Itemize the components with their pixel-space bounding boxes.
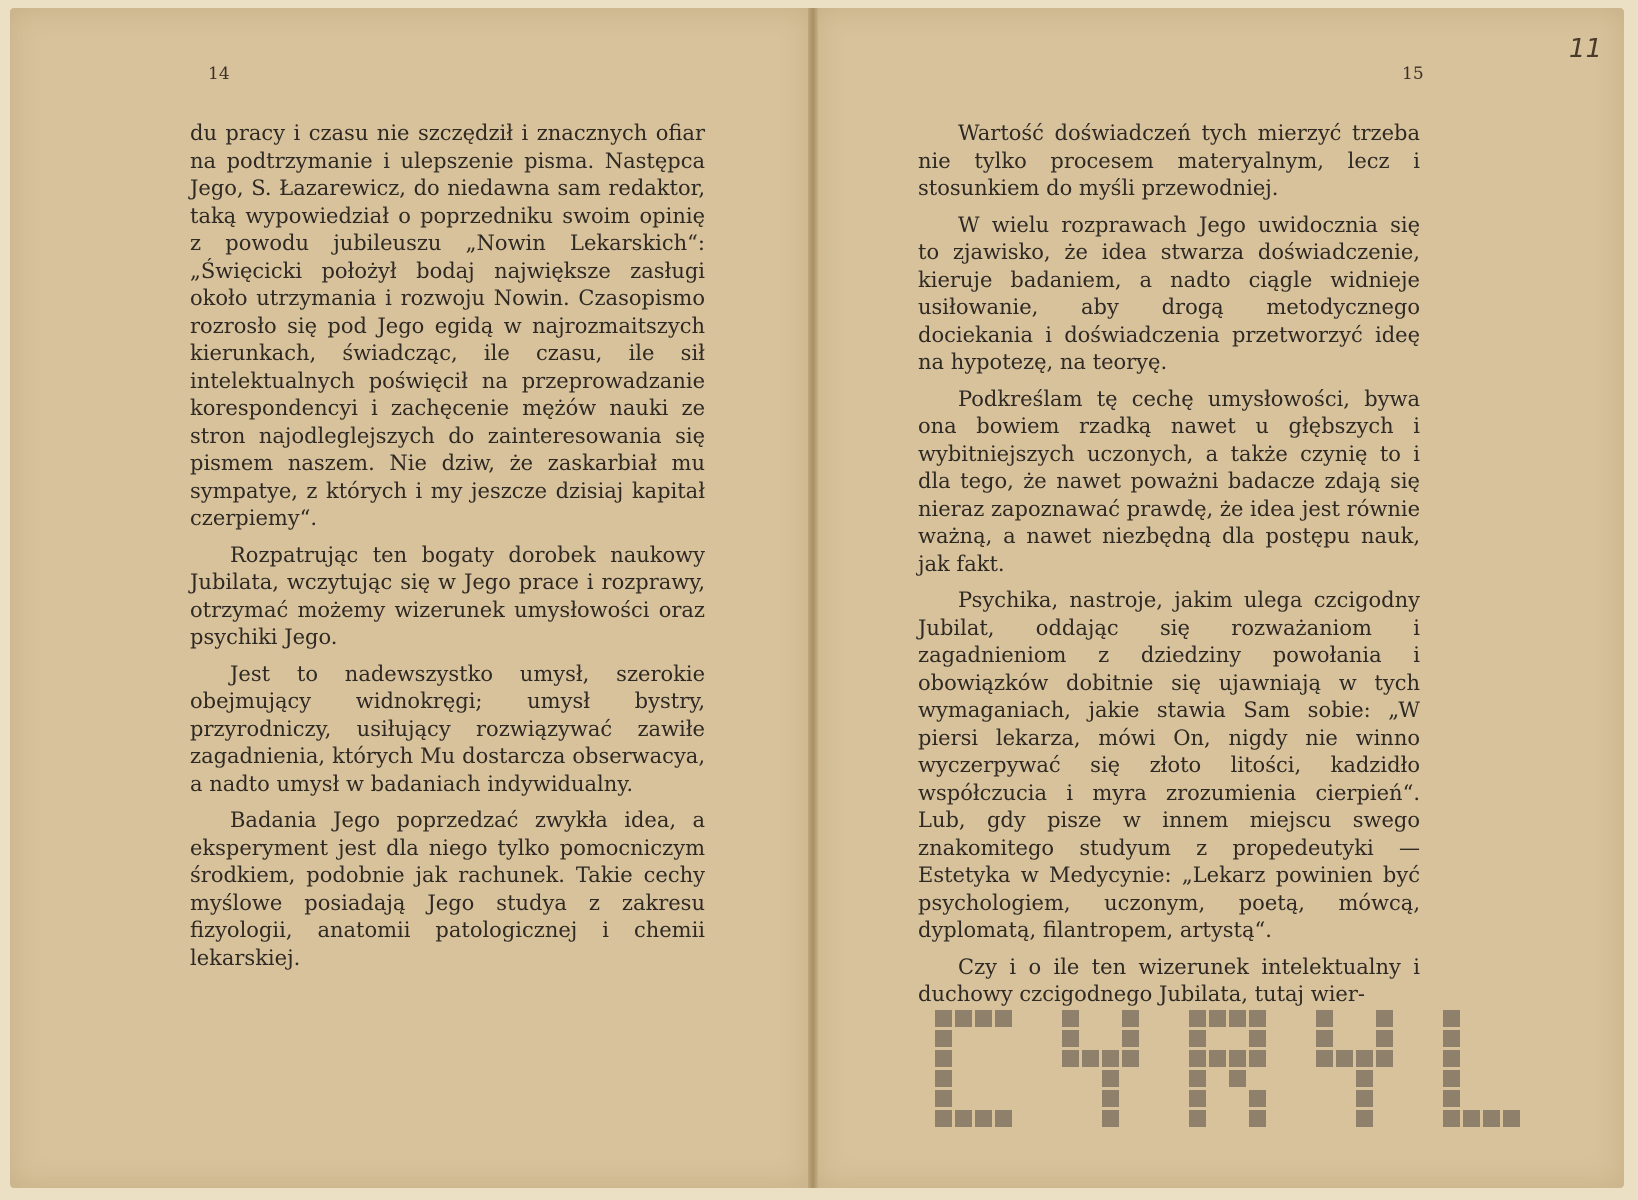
logo-pixel: [975, 1010, 992, 1027]
logo-pixel: [1062, 1050, 1079, 1067]
logo-pixel: [935, 1070, 952, 1087]
logo-pixel: [1483, 1110, 1500, 1127]
logo-pixel: [1356, 1070, 1373, 1087]
paragraph: Jest to nadewszystko umysł, szerokie obejmujący widnokręgi; umysł bystry, przyrodniczy, usiłujący rozwiązywać zawiłe zagadnienia, których Mu dostarcza obserwacya, a nadto umysł w badaniach indywidualny.: [190, 661, 705, 796]
paragraph: Psychika, nastroje, jakim ulega czcigodny Jubilat, oddając się rozważaniom i zagadnieniom z dziedziny powołania i obowiązków dobitnie się ujawniają w tych wymaganiach, jakie stawia Sam sobie: „W piersi lekarza, mówi On, nigdy nie winno wyczerpywać się złoto litości, kadzidło współczucia i myra zrozumienia cierpień“. Lub, gdy pisze w innem miejscu swego znakomitego studyum z propedeutyki — Estetyka w Medycynie: „Lekarz powinien być psychologiem, uczonym, poetą, mówcą, dyplomatą, filantropem, artystą“.: [918, 588, 1420, 942]
logo-pixel: [1189, 1070, 1206, 1087]
logo-pixel: [1229, 1010, 1246, 1027]
logo-pixel: [1316, 1050, 1333, 1067]
logo-pixel: [955, 1110, 972, 1127]
book-gutter: [808, 8, 818, 1188]
logo-pixel: [1122, 1050, 1139, 1067]
logo-pixel: [1062, 1010, 1079, 1027]
logo-pixel: [1189, 1030, 1206, 1047]
logo-pixel: [1443, 1070, 1460, 1087]
logo-pixel: [1443, 1050, 1460, 1067]
left-page-number: 14: [208, 64, 230, 84]
logo-pixel: [935, 1050, 952, 1067]
logo-pixel: [1102, 1090, 1119, 1107]
logo-pixel: [1122, 1010, 1139, 1027]
logo-pixel: [935, 1010, 952, 1027]
logo-pixel: [995, 1110, 1012, 1127]
logo-pixel: [1443, 1010, 1460, 1027]
logo-pixel: [1122, 1030, 1139, 1047]
logo-pixel: [1189, 1010, 1206, 1027]
logo-pixel: [1249, 1030, 1266, 1047]
logo-pixel: [1229, 1070, 1246, 1087]
logo-pixel: [1443, 1110, 1460, 1127]
logo-pixel: [935, 1110, 952, 1127]
logo-pixel: [1356, 1110, 1373, 1127]
logo-pixel: [1336, 1050, 1353, 1067]
logo-pixel: [1249, 1110, 1266, 1127]
logo-pixel: [1316, 1010, 1333, 1027]
paragraph: Podkreślam tę cechę umysłowości, bywa ona bowiem rzadką nawet u głębszych i wybitniejszych uczonych, a także czynię to i dla tego, że nawet poważni badacze zdają się nieraz zapoznawać prawdę, że idea jest równie ważną, a nawet niezbędną dla postępu nauk, jak fakt.: [918, 386, 1420, 576]
logo-pixel: [935, 1030, 952, 1047]
logo-pixel: [1209, 1010, 1226, 1027]
paragraph: Wartość doświadczeń tych mierzyć trzeba nie tylko procesem materyalnym, lecz i stosunkiem do myśli przewodniej.: [918, 121, 1420, 200]
logo-pixel: [1249, 1050, 1266, 1067]
logo-pixel: [1189, 1050, 1206, 1067]
logo-pixel: [1189, 1110, 1206, 1127]
right-page-text: [918, 120, 1420, 1018]
logo-pixel: [1443, 1090, 1460, 1107]
logo-pixel: [1463, 1110, 1480, 1127]
paragraph: Czy i o ile ten wizerunek intelektualny i duchowy czcigodnego Jubilata, tutaj wier-: [918, 954, 1420, 1006]
logo-pixel: [1376, 1010, 1393, 1027]
logo-pixel: [1209, 1050, 1226, 1067]
logo-pixel: [1189, 1090, 1206, 1107]
logo-pixel: [1249, 1010, 1266, 1027]
handwritten-page-mark: 11: [1568, 34, 1602, 64]
logo-pixel: [1082, 1050, 1099, 1067]
logo-pixel: [1503, 1110, 1520, 1127]
logo-pixel: [1443, 1030, 1460, 1047]
right-page-number: 15: [1402, 64, 1424, 84]
logo-pixel: [1316, 1030, 1333, 1047]
logo-pixel: [1102, 1110, 1119, 1127]
paragraph: Rozpatrując ten bogaty dorobek naukowy Jubilata, wczytując się w Jego prace i rozprawy, otrzymać możemy wizerunek umysłowości oraz psychiki Jego.: [190, 542, 705, 649]
logo-pixel: [995, 1010, 1012, 1027]
logo-pixel: [1376, 1030, 1393, 1047]
logo-pixel: [935, 1090, 952, 1107]
logo-pixel: [955, 1010, 972, 1027]
paragraph: W wielu rozprawach Jego uwidocznia się to zjawisko, że idea stwarza doświadczenie, kieruje badaniem, a nadto ciągle widnieje usiłowanie, aby drogą metodycznego dociekania i doświadczenia przetworzyć ideę na hypotezę, na teoryę.: [918, 212, 1420, 374]
logo-pixel: [1376, 1050, 1393, 1067]
paragraph: du pracy i czasu nie szczędził i znacznych ofiar na podtrzymanie i ulepszenie pisma. Następca Jego, S. Łazarewicz, do niedawna sam redaktor, taką wypowiedział o poprzedniku swoim opinię z powodu jubileuszu „Nowin Lekarskich“: „Święcicki położył bodaj największe zasługi około utrzymania i rozwoju Nowin. Czasopismo rozrosło się pod Jego egidą w najrozmaitszych kierunkach, świadcząc, ile czasu, ile sił intelektualnych poświęcił na przeprowadzanie korespondencyi i zachęcenie mężów nauki ze stron najodleglejszych do zainteresowania się pismem naszem. Nie dziw, że zaskarbiał mu sympatye, z których i my jeszcze dzisiaj kapitał czerpiemy“.: [190, 121, 705, 530]
logo-pixel: [1062, 1030, 1079, 1047]
logo-pixel: [1249, 1090, 1266, 1107]
logo-pixel: [1102, 1070, 1119, 1087]
left-page-text: [190, 120, 705, 981]
paragraph: Badania Jego poprzedzać zwykła idea, a eksperyment jest dla niego tylko pomocniczym środkiem, podobnie jak rachunek. Takie cechy myślowe posiadają Jego studya z zakresu fizyologii, anatomii patologicznej i chemii lekarskiej.: [190, 808, 705, 970]
logo-pixel: [975, 1110, 992, 1127]
logo-pixel: [1229, 1050, 1246, 1067]
logo-pixel: [1102, 1050, 1119, 1067]
cyryl-watermark-logo: [935, 1010, 1575, 1135]
logo-pixel: [1356, 1090, 1373, 1107]
logo-pixel: [1356, 1050, 1373, 1067]
